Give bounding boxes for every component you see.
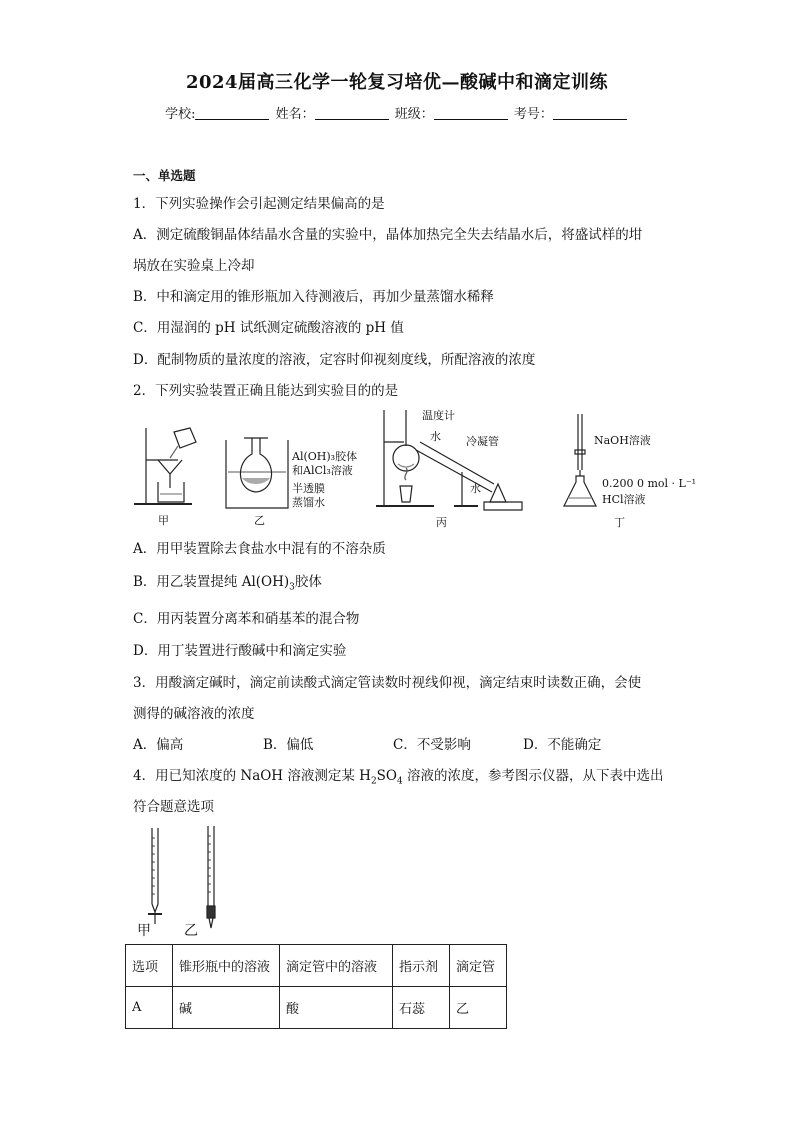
number-blank[interactable] [553,107,627,120]
q2-b-subscript: 3 [289,582,295,593]
school-blank[interactable] [195,107,269,120]
q1-option-d: D．配制物质的量浓度的溶液，定容时仰视刻度线，所配溶液的浓度 [133,352,536,368]
q3-options [133,733,653,753]
table-cell: 酸 [280,987,393,1029]
q4-sub-4: 4 [397,776,403,787]
q1-option-a-cont: 埚放在实验桌上冷却 [133,258,255,274]
label-distilled-water: 蒸馏水 [292,496,325,509]
q3-option-b: B．偏低 [263,737,314,753]
q2-b-text: B．用乙装置提纯 Al [133,574,256,590]
q4-stem-tail: 溶液的浓度，参考图示仪器，从下表中选出 [402,768,664,784]
section-heading: 一、单选题 [133,168,196,183]
label-water-out: 水 [470,482,481,495]
q4-sub-2: 2 [370,776,377,787]
number-label: 考号： [513,107,553,122]
q4-stem [133,764,664,787]
q4-stem-so: SO [376,768,397,784]
name-blank[interactable] [315,107,389,120]
options-table [125,944,507,1029]
fig-label-bing: 丙 [436,516,447,529]
table-cell: 碱 [173,987,280,1029]
label-hcl-solution: HCl溶液 [602,493,646,506]
burette-label-yi: 乙 [184,923,198,939]
q3-option-d: D．不能确定 [523,737,602,753]
class-label: 班级： [394,107,434,122]
q3-stem: 3．用酸滴定碱时，滴定前读酸式滴定管读数时视线仰视，滴定结束时读数正确，会使 [133,675,642,691]
table-header-row [126,945,507,987]
student-info-line [0,103,794,122]
q2-option-c: C．用丙装置分离苯和硝基苯的混合物 [133,611,360,627]
label-water-in: 水 [430,430,441,443]
class-blank[interactable] [434,107,508,120]
table-header: 指示剂 [393,945,450,987]
q3-option-a: A．偏高 [133,737,184,753]
table-header: 滴定管中的溶液 [280,945,393,987]
label-naoh-solution: NaOH溶液 [594,434,651,447]
label-alcl3-solution: 和AlCl₃溶液 [292,464,353,477]
name-label: 姓名： [275,107,315,122]
table-cell: 石蕊 [393,987,450,1029]
q1-stem: 1．下列实验操作会引起测定结果偏高的是 [133,196,385,212]
q2-option-a: A．用甲装置除去食盐水中混有的不溶杂质 [133,541,386,557]
q1-option-c: C．用湿润的 pH 试纸测定硫酸溶液的 pH 值 [133,320,404,336]
q2-stem: 2．下列实验装置正确且能达到实验目的的是 [133,383,399,399]
table-header: 滴定管 [450,945,507,987]
burette-label-jia: 甲 [137,923,151,939]
q1-option-a: A．测定硫酸铜晶体结晶水含量的实验中，晶体加热完全失去结晶水后，将盛试样的坩 [133,227,643,243]
q1-option-b: B．中和滴定用的锥形瓶加入待测液后，再加少量蒸馏水稀释 [133,289,494,305]
apparatus-jia-figure [130,408,210,512]
school-label: 学校: [165,107,196,122]
apparatus-yi-figure [222,430,292,512]
label-concentration: 0.200 0 mol · L⁻¹ [602,477,697,490]
fig-label-ding: 丁 [614,516,625,529]
q4-stem-cont: 符合题意选项 [133,799,214,815]
page-title: 2024届高三化学一轮复习培优—酸碱中和滴定训练 [185,72,609,93]
table-row [126,987,507,1029]
q2-b-formula: (OH) [255,574,290,590]
table-header: 锥形瓶中的溶液 [173,945,280,987]
q2-b-tail: 胶体 [294,574,322,590]
table-cell: 乙 [450,987,507,1029]
q2-option-b [133,570,322,593]
label-membrane: 半透膜 [292,482,325,495]
fig-label-yi: 乙 [254,514,265,527]
table-header: 选项 [126,945,173,987]
table-cell: A [126,987,173,1029]
q3-option-c: C．不受影响 [393,737,471,753]
label-aloh-colloid: Al(OH)₃胶体 [292,450,358,463]
label-thermometer: 温度计 [422,409,455,422]
q4-stem-text: 4．用已知浓度的 NaOH 溶液测定某 H [133,768,371,784]
q3-stem-cont: 测得的碱溶液的浓度 [133,706,255,722]
apparatus-ding-figure [560,410,600,512]
fig-label-jia: 甲 [158,514,169,527]
q2-option-d: D．用丁装置进行酸碱中和滴定实验 [133,643,347,659]
label-condenser: 冷凝管 [466,435,499,448]
